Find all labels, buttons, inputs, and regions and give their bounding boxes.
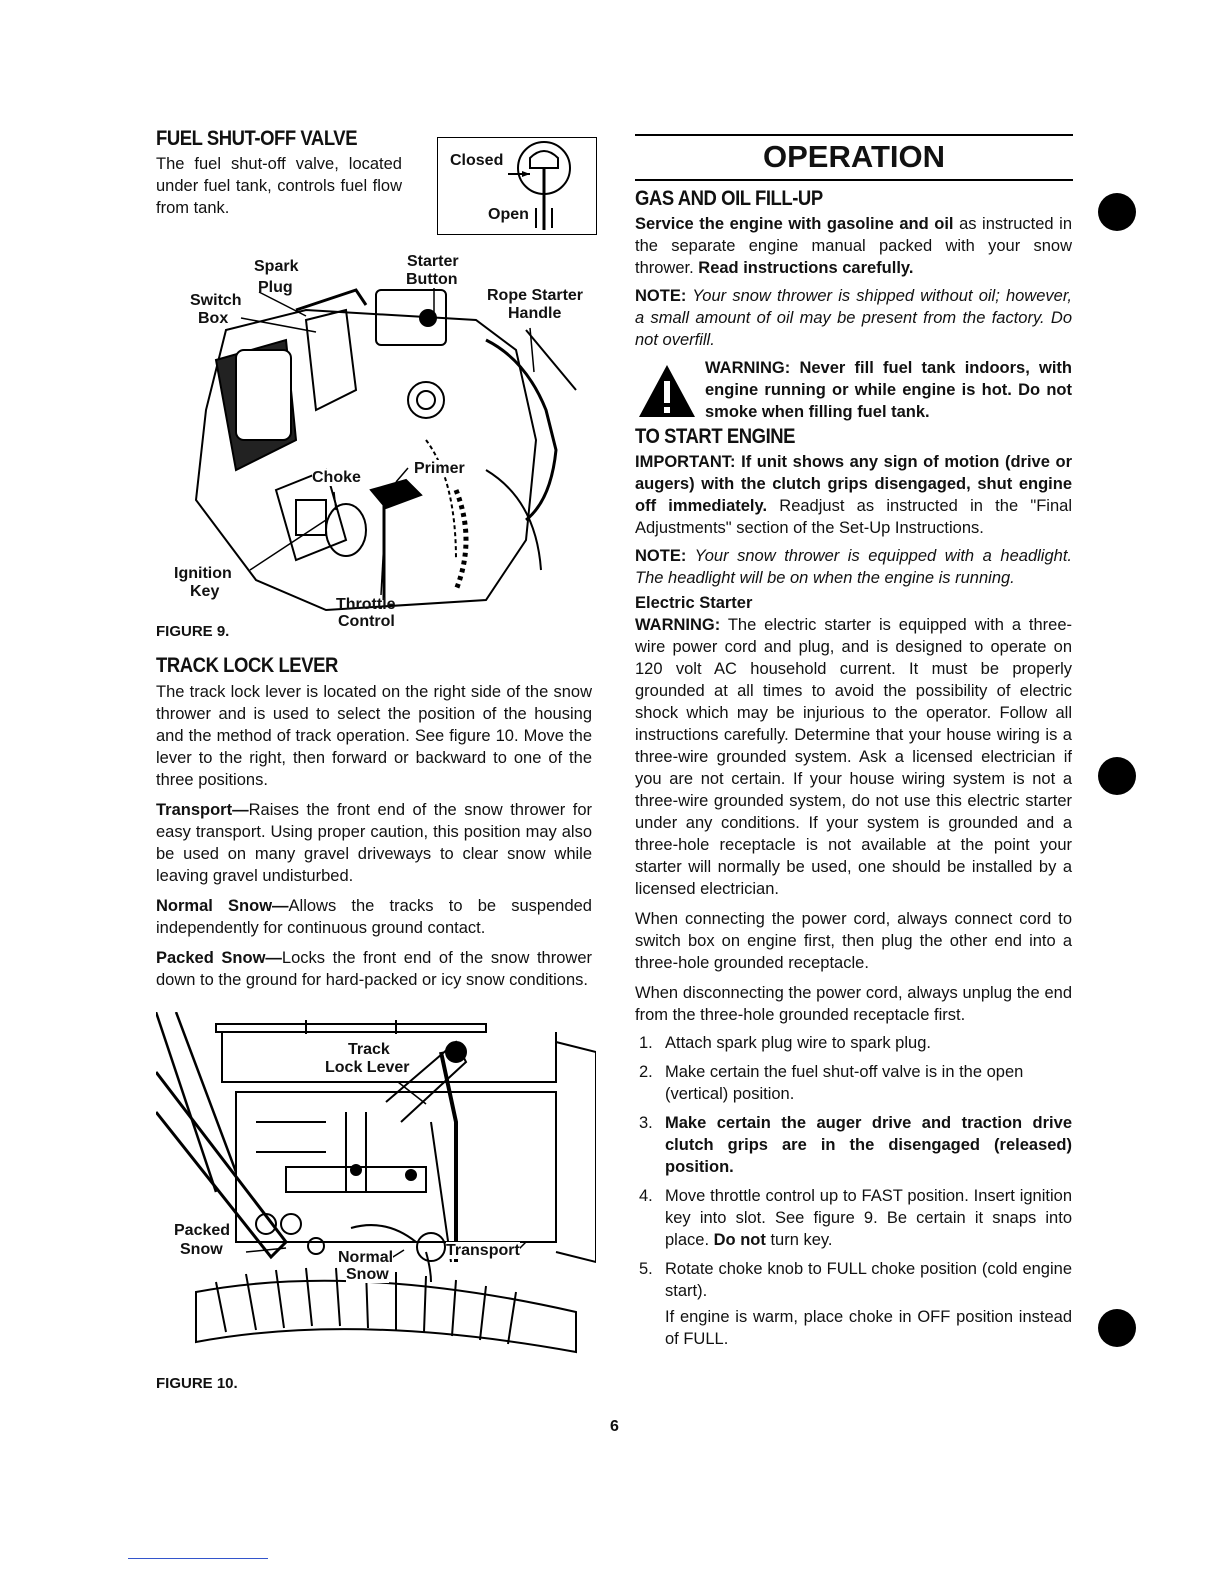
- gas-oil-body: [635, 213, 1072, 423]
- step-text-a: Move throttle control up to FAST position. Insert ignition key into slot. See figure 9. Be certain it snaps into place.: [665, 1187, 1072, 1249]
- margin-bullet: [1098, 757, 1136, 795]
- gas-oil-heading: GAS AND OIL FILL-UP: [635, 187, 823, 210]
- normal-paragraph: [156, 895, 592, 939]
- step-5-extra: If engine is warm, place choke in OFF position instead of FULL.: [665, 1308, 1072, 1348]
- step-text: Make certain the auger drive and traction drive clutch grips are in the disengaged (released) position.: [665, 1114, 1072, 1176]
- operation-bottom-rule: [635, 179, 1073, 181]
- transport-text: Raises the front end of the snow thrower for easy transport. Using proper caution, this position may also be used on many gravel driveways to clear snow while leaving gravel undisturbed.: [156, 801, 592, 885]
- step-2: [635, 1061, 1072, 1105]
- electric-starter-heading: Electric Starter: [635, 594, 753, 612]
- label-track: Track: [348, 1041, 390, 1058]
- label-handle: Handle: [508, 305, 562, 322]
- transport-term: Transport—: [156, 801, 249, 819]
- margin-bullet: [1098, 1309, 1136, 1347]
- step-number: 3.: [639, 1114, 653, 1132]
- packed-term: Packed Snow—: [156, 949, 282, 967]
- transport-paragraph: [156, 799, 592, 887]
- important-bold: IMPORTANT: If unit shows any sign of motion (drive or augers) with the clutch grips disengaged, shut engine off immediately.: [635, 453, 1072, 515]
- note-label: NOTE:: [635, 287, 687, 305]
- label-rope-starter: Rope Starter: [487, 287, 584, 304]
- label-starter: Starter: [407, 253, 459, 270]
- electric-warning-text: The electric starter is equipped with a three-wire power cord and plug, and is designed to operate on 120 volt AC household current. It must be properly grounded at all times to avoid the possibility of electric shock which may be injurious to the operator. Follow all instructions carefully. Determine that your house wiring is a three-wire grounded system. Ask a licensed electrician if you are not certain. If your house wiring system is not a three-wire grounded system, do not use this electric starter under any conditions. If your system is grounded and a three-hole receptacle is not available at the point your starter will normally be used, one should be installed by a licensed electrician.: [635, 616, 1072, 898]
- label-choke: Choke: [312, 469, 361, 486]
- step-number: 2.: [639, 1063, 653, 1081]
- start-steps: [635, 1032, 1072, 1302]
- step-text-b: turn key.: [765, 1231, 833, 1249]
- step-number: 4.: [639, 1187, 653, 1205]
- label-box: Box: [198, 310, 229, 327]
- label-lock-lever: Lock Lever: [325, 1059, 410, 1076]
- fuel-valve-heading: FUEL SHUT-OFF VALVE: [156, 127, 358, 150]
- connect-paragraph: When connecting the power cord, always connect cord to switch box on engine first, then plug the other end into a three-hole grounded receptacle.: [635, 910, 1072, 972]
- step-text-bold: Do not: [713, 1231, 766, 1249]
- disconnect-paragraph: When disconnecting the power cord, always unplug the end from the three-hole grounded receptacle first.: [635, 984, 1072, 1024]
- normal-text: Allows the tracks to be suspended independently for continuous ground contact.: [156, 897, 592, 937]
- step-text: Attach spark plug wire to spark plug.: [665, 1034, 931, 1052]
- start-engine-heading: TO START ENGINE: [635, 425, 796, 448]
- label-throttle: Throttle: [336, 596, 396, 613]
- packed-paragraph: [156, 947, 592, 991]
- track-lock-heading: TRACK LOCK LEVER: [156, 654, 338, 677]
- warning-triangle-icon: [637, 363, 697, 419]
- step-number: 1.: [639, 1034, 653, 1052]
- track-lock-intro: The track lock lever is located on the right side of the snow thrower and is used to select the position of the housing and the method of track operation. See figure 10. Move the lever to the right, then forward or backward to one of the three positions.: [156, 683, 592, 789]
- label-spark: Spark: [254, 258, 299, 275]
- label-packed: Packed: [174, 1222, 231, 1239]
- important-paragraph: [635, 451, 1072, 539]
- headlight-note-text: Your snow thrower is equipped with a headlight. The headlight will be on when the engine is running.: [635, 547, 1072, 587]
- gas-oil-paragraph: [635, 213, 1072, 279]
- fuel-valve-diagram: [437, 137, 597, 235]
- operation-title: OPERATION: [763, 139, 945, 174]
- label-transport: Transport: [446, 1242, 520, 1259]
- headlight-note: [635, 545, 1072, 589]
- step-3: [635, 1112, 1072, 1178]
- track-lock-body: [156, 681, 592, 991]
- note-text: Your snow thrower is shipped without oil; however, a small amount of oil may be present from the factory. Do not overfill.: [635, 287, 1072, 349]
- label-control: Control: [338, 613, 395, 630]
- label-ignition: Ignition: [174, 565, 232, 582]
- fuel-warning-text: WARNING: Never fill fuel tank indoors, with engine running or while engine is hot. Do not smoke when filling fuel tank.: [705, 359, 1072, 421]
- label-normal: Normal: [338, 1249, 394, 1266]
- label-switch: Switch: [190, 292, 242, 309]
- figure-9-caption: FIGURE 9.: [156, 623, 230, 640]
- margin-bullet: [1098, 193, 1136, 231]
- fuel-valve-text: The fuel shut-off valve, located under fuel tank, controls fuel flow from tank.: [156, 155, 402, 217]
- step-text: Rotate choke knob to FULL choke position (cold engine start).: [665, 1260, 1072, 1300]
- label-key: Key: [190, 583, 220, 600]
- gas-oil-note: [635, 285, 1072, 351]
- gas-oil-bold: Service the engine with gasoline and oil: [635, 215, 954, 233]
- important-rest: Readjust as instructed in the "Final Adjustments" section of the Set-Up Instructions.: [635, 497, 1072, 537]
- start-engine-body: [635, 451, 1072, 1350]
- gas-oil-rest: as instructed in the separate engine manual packed with your snow thrower.: [635, 215, 1072, 277]
- step-4: [635, 1185, 1072, 1251]
- label-normal-snow: Snow: [346, 1266, 389, 1283]
- label-packed-snow: Snow: [180, 1241, 223, 1258]
- step-1: [635, 1032, 1072, 1054]
- operation-top-rule: [635, 134, 1073, 136]
- open-label: Open: [488, 206, 529, 223]
- valve-illustration: [438, 138, 596, 234]
- step-text: Make certain the fuel shut-off valve is in the open (vertical) position.: [665, 1063, 1024, 1103]
- gas-oil-bold2: Read instructions carefully.: [693, 259, 914, 277]
- electric-warning-label: WARNING:: [635, 616, 721, 634]
- label-plug: Plug: [258, 279, 293, 296]
- step-number: 5.: [639, 1260, 653, 1278]
- normal-term: Normal Snow—: [156, 897, 289, 915]
- headlight-note-label: NOTE:: [635, 547, 687, 565]
- fuel-warning: [635, 357, 1072, 423]
- closed-label: Closed: [450, 152, 504, 169]
- figure-10-caption: FIGURE 10.: [156, 1375, 238, 1392]
- packed-text: Locks the front end of the snow thrower down to the ground for hard-packed or icy snow conditions.: [156, 949, 592, 989]
- label-primer: Primer: [414, 460, 465, 477]
- footer-rule: [128, 1558, 268, 1559]
- label-button: Button: [406, 271, 458, 288]
- step-5: [635, 1258, 1072, 1302]
- page-number: 6: [610, 1418, 619, 1435]
- electric-warning: [635, 614, 1072, 900]
